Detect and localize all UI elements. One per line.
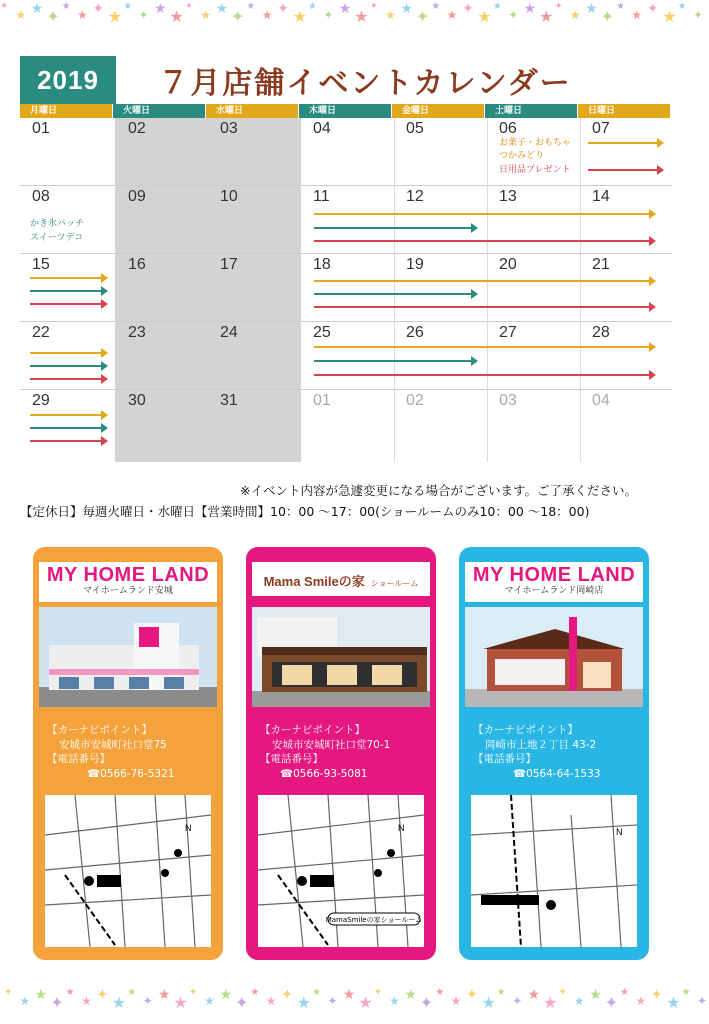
- store-info: [260, 723, 430, 781]
- star-icon: ★: [527, 988, 541, 1003]
- star-icon: ★: [620, 988, 629, 998]
- event-arrow: [588, 142, 662, 144]
- star-icon: ★: [492, 2, 502, 12]
- day-number: 04: [592, 392, 610, 409]
- event-arrow: [30, 427, 106, 429]
- event-arrow: [30, 277, 106, 279]
- star-icon: ✦: [415, 7, 430, 26]
- star-icon: ★: [292, 7, 307, 26]
- star-icon: ★: [569, 8, 581, 22]
- star-icon: ✦: [508, 8, 519, 22]
- store-photo: [465, 607, 643, 707]
- day-number: 10: [220, 188, 238, 205]
- event-arrow: [314, 213, 654, 215]
- store-phone[interactable]: ☎0566-76-5321: [87, 767, 175, 780]
- star-icon: ★: [265, 994, 277, 1008]
- day-number: 25: [313, 324, 331, 341]
- star-icon: ★: [81, 994, 92, 1008]
- store-info: [473, 723, 643, 781]
- star-icon: ★: [450, 994, 462, 1008]
- event-label: 日用品プレゼント: [499, 165, 571, 175]
- store-map: [45, 795, 211, 947]
- svg-text:N: N: [398, 823, 405, 833]
- star-icon: ★: [261, 8, 273, 22]
- change-notice: ※イベント内容が急遽変更になる場合がございます。ご了承ください。: [240, 483, 637, 498]
- weekday-header: 水曜日: [206, 104, 299, 118]
- star-icon: ★: [154, 2, 167, 17]
- logo-subtext: マイホームランド岡崎店: [504, 586, 604, 596]
- star-icon: ★: [431, 2, 441, 12]
- day-number: 23: [128, 324, 146, 341]
- star-icon: ★: [523, 2, 537, 17]
- star-icon: ✦: [369, 2, 378, 12]
- logo-text: MY HOME LAND: [46, 564, 210, 586]
- star-icon: ✦: [231, 7, 245, 26]
- store-info: [47, 723, 217, 781]
- star-icon: ★: [435, 988, 445, 998]
- day-number: 06: [499, 120, 517, 137]
- tel-label: 【電話番号】: [47, 753, 110, 765]
- star-icon: ★: [496, 988, 506, 998]
- day-number: 01: [32, 120, 50, 137]
- star-icon: ✦: [697, 994, 708, 1008]
- star-icon: ★: [123, 2, 133, 12]
- day-number: 14: [592, 188, 610, 205]
- star-icon: ★: [246, 2, 256, 12]
- star-icon: ✦: [184, 2, 194, 12]
- star-icon: ✦: [693, 8, 704, 22]
- star-icon: ✦: [558, 988, 567, 998]
- star-icon: ✦: [92, 2, 105, 17]
- star-icon: ★: [543, 993, 558, 1012]
- star-icon: ★: [446, 8, 458, 22]
- event-arrow: [314, 227, 476, 229]
- star-icon: ★: [312, 988, 321, 998]
- star-icon: ★: [616, 2, 625, 12]
- event-label: つかみどり: [499, 151, 545, 161]
- star-icon: ★: [200, 8, 211, 22]
- svg-text:N: N: [616, 827, 623, 837]
- store-logo: [252, 562, 430, 596]
- weekday-header: 金曜日: [392, 104, 485, 118]
- column-divider: [487, 118, 488, 462]
- day-number: 27: [499, 324, 517, 341]
- store-card-okazaki: [459, 547, 649, 960]
- day-number: 21: [592, 256, 610, 273]
- event-arrow: [30, 378, 106, 380]
- star-icon: ★: [296, 993, 311, 1012]
- bottom-star-border: [0, 988, 709, 1018]
- star-icon: ✦: [188, 988, 198, 998]
- star-icon: ★: [389, 994, 400, 1008]
- event-label: かき氷パッチ: [30, 219, 85, 229]
- row-divider: [20, 321, 672, 322]
- logo-subtext: マイホームランド安城: [83, 586, 173, 596]
- column-divider: [580, 118, 581, 462]
- top-star-border: [0, 2, 709, 32]
- store-photo: [39, 607, 217, 707]
- row-divider: [20, 185, 672, 186]
- event-arrow: [30, 414, 106, 416]
- day-number: 20: [499, 256, 517, 273]
- star-icon: ✦: [419, 993, 434, 1012]
- star-icon: ✦: [46, 7, 60, 26]
- day-number: 18: [313, 256, 331, 273]
- store-map: [471, 795, 637, 947]
- event-label: スイーツデコ: [30, 233, 84, 243]
- event-arrow: [314, 374, 654, 376]
- year-badge: 2019: [20, 56, 116, 104]
- star-icon: ★: [477, 7, 492, 26]
- star-icon: ★: [635, 994, 647, 1008]
- day-number: 05: [406, 120, 424, 137]
- row-divider: [20, 389, 672, 390]
- row-divider: [20, 253, 672, 254]
- store-address: 安城市安城町社口堂75: [59, 738, 167, 751]
- store-map: [258, 795, 424, 947]
- star-icon: ★: [65, 988, 75, 998]
- weekday-header: 木曜日: [299, 104, 392, 118]
- star-icon: ✦: [235, 993, 249, 1012]
- svg-text:N: N: [185, 823, 192, 833]
- event-arrow: [314, 280, 654, 282]
- store-address: 岡崎市上地２丁目 43-2: [485, 738, 597, 751]
- day-number: 01: [313, 392, 331, 409]
- star-icon: ★: [585, 2, 598, 17]
- star-icon: ★: [111, 993, 127, 1012]
- star-icon: ✦: [650, 988, 663, 1003]
- business-hours: 【定休日】毎週火曜日・水曜日【営業時間】10：00 ～17：00(ショールームのみ10：00 ～18：00): [20, 504, 590, 519]
- star-icon: ★: [354, 7, 369, 26]
- tel-label: 【電話番号】: [473, 753, 536, 765]
- day-number: 07: [592, 120, 610, 137]
- star-icon: ★: [250, 988, 260, 998]
- event-arrow: [314, 240, 654, 242]
- event-arrow: [30, 440, 106, 442]
- star-icon: ✦: [462, 2, 474, 17]
- day-number: 11: [313, 188, 330, 205]
- store-address: 安城市安城町社口堂70-1: [272, 738, 391, 751]
- day-number: 24: [220, 324, 238, 341]
- day-number: 02: [406, 392, 424, 409]
- event-arrow: [314, 293, 476, 295]
- star-icon: ★: [631, 8, 643, 22]
- logo-text: Mama Smileの家: [263, 574, 365, 589]
- logo-text: MY HOME LAND: [472, 564, 636, 586]
- page-title: ７月店舗イベントカレンダー: [158, 66, 572, 101]
- day-number: 16: [128, 256, 146, 273]
- star-icon: ★: [61, 2, 71, 12]
- star-icon: ★: [681, 988, 691, 998]
- star-icon: ✦: [50, 993, 64, 1012]
- store-logo: [39, 562, 217, 602]
- star-icon: ★: [342, 988, 356, 1003]
- star-icon: ★: [662, 7, 677, 26]
- day-number: 28: [592, 324, 610, 341]
- event-arrow: [30, 365, 106, 367]
- event-arrow: [314, 346, 654, 348]
- weekday-header-row: [20, 104, 672, 118]
- star-icon: ★: [358, 993, 373, 1012]
- nav-label: 【カーナビポイント】: [473, 724, 578, 736]
- logo-subtext: ショールーム: [370, 579, 419, 588]
- day-number: 19: [406, 256, 424, 273]
- store-logo: [465, 562, 643, 602]
- day-number: 09: [128, 188, 146, 205]
- event-label: お菓子・おもちゃ: [499, 138, 572, 148]
- weekday-header: 火曜日: [113, 104, 206, 118]
- star-icon: ✦: [466, 988, 478, 1003]
- star-icon: ✦: [327, 994, 338, 1008]
- day-number: 02: [128, 120, 146, 137]
- star-icon: ✦: [138, 8, 149, 22]
- star-icon: ★: [589, 988, 602, 1003]
- star-icon: ★: [338, 2, 352, 17]
- event-arrow: [314, 360, 476, 362]
- star-icon: ★: [127, 988, 137, 998]
- day-number: 22: [32, 324, 50, 341]
- star-icon: ✦: [554, 2, 563, 12]
- store-photo: [252, 607, 430, 707]
- day-number: 26: [406, 324, 424, 341]
- star-icon: ✦: [646, 2, 659, 17]
- star-icon: ★: [400, 2, 413, 17]
- star-icon: ★: [573, 994, 585, 1008]
- weekday-header: 日曜日: [578, 104, 671, 118]
- star-icon: ★: [204, 994, 215, 1008]
- weekday-header: 月曜日: [20, 104, 113, 118]
- star-icon: ★: [404, 988, 417, 1003]
- star-icon: ✦: [600, 7, 614, 26]
- star-icon: ★: [169, 7, 184, 26]
- event-arrow: [30, 290, 106, 292]
- event-arrow: [30, 303, 106, 305]
- day-number: 13: [499, 188, 517, 205]
- closed-days-column: [115, 118, 301, 462]
- star-icon: ✦: [142, 994, 153, 1008]
- day-number: 31: [220, 392, 238, 409]
- day-number: 04: [313, 120, 331, 137]
- star-icon: ★: [666, 993, 681, 1012]
- calendar-grid: [20, 118, 672, 462]
- store-phone[interactable]: ☎0566-93-5081: [280, 767, 368, 780]
- day-number: 12: [406, 188, 424, 205]
- day-number: 15: [32, 256, 50, 273]
- day-number: 17: [220, 256, 238, 273]
- star-icon: ★: [107, 7, 123, 26]
- star-icon: ★: [215, 2, 229, 17]
- event-arrow: [30, 352, 106, 354]
- tel-label: 【電話番号】: [260, 753, 323, 765]
- star-icon: ★: [308, 2, 317, 12]
- day-number: 03: [499, 392, 517, 409]
- star-icon: ★: [158, 988, 171, 1003]
- day-number: 30: [128, 392, 146, 409]
- star-icon: ★: [677, 2, 687, 12]
- star-icon: ★: [19, 994, 31, 1008]
- store-phone[interactable]: ☎0564-64-1533: [513, 767, 601, 780]
- star-icon: ★: [219, 988, 233, 1003]
- day-number: 03: [220, 120, 238, 137]
- star-icon: ★: [15, 8, 27, 22]
- nav-label: 【カーナビポイント】: [260, 724, 365, 736]
- map-label: MamaSmileの家ショールーム: [325, 916, 423, 924]
- star-icon: ✦: [96, 988, 109, 1003]
- store-card-anjo: [33, 547, 223, 960]
- star-icon: ★: [173, 993, 188, 1012]
- star-icon: ✦: [281, 988, 293, 1003]
- event-arrow: [314, 306, 654, 308]
- star-icon: ✦: [373, 988, 382, 998]
- star-icon: ✦: [0, 2, 9, 12]
- star-icon: ✦: [512, 994, 523, 1008]
- star-icon: ✦: [604, 993, 618, 1012]
- star-icon: ★: [481, 993, 496, 1012]
- star-icon: ✦: [323, 8, 334, 22]
- column-divider: [394, 118, 395, 462]
- star-icon: ✦: [277, 2, 289, 17]
- day-number: 08: [32, 188, 50, 205]
- nav-label: 【カーナビポイント】: [47, 724, 152, 736]
- star-icon: ★: [30, 2, 44, 17]
- star-icon: ★: [385, 8, 396, 22]
- star-icon: ★: [34, 988, 48, 1003]
- star-icon: ✦: [4, 988, 13, 998]
- star-icon: ★: [77, 8, 88, 22]
- event-arrow: [588, 169, 662, 171]
- day-number: 29: [32, 392, 50, 409]
- store-card-mama-smile: [246, 547, 436, 960]
- weekday-header: 土曜日: [485, 104, 578, 118]
- star-icon: ★: [539, 7, 554, 26]
